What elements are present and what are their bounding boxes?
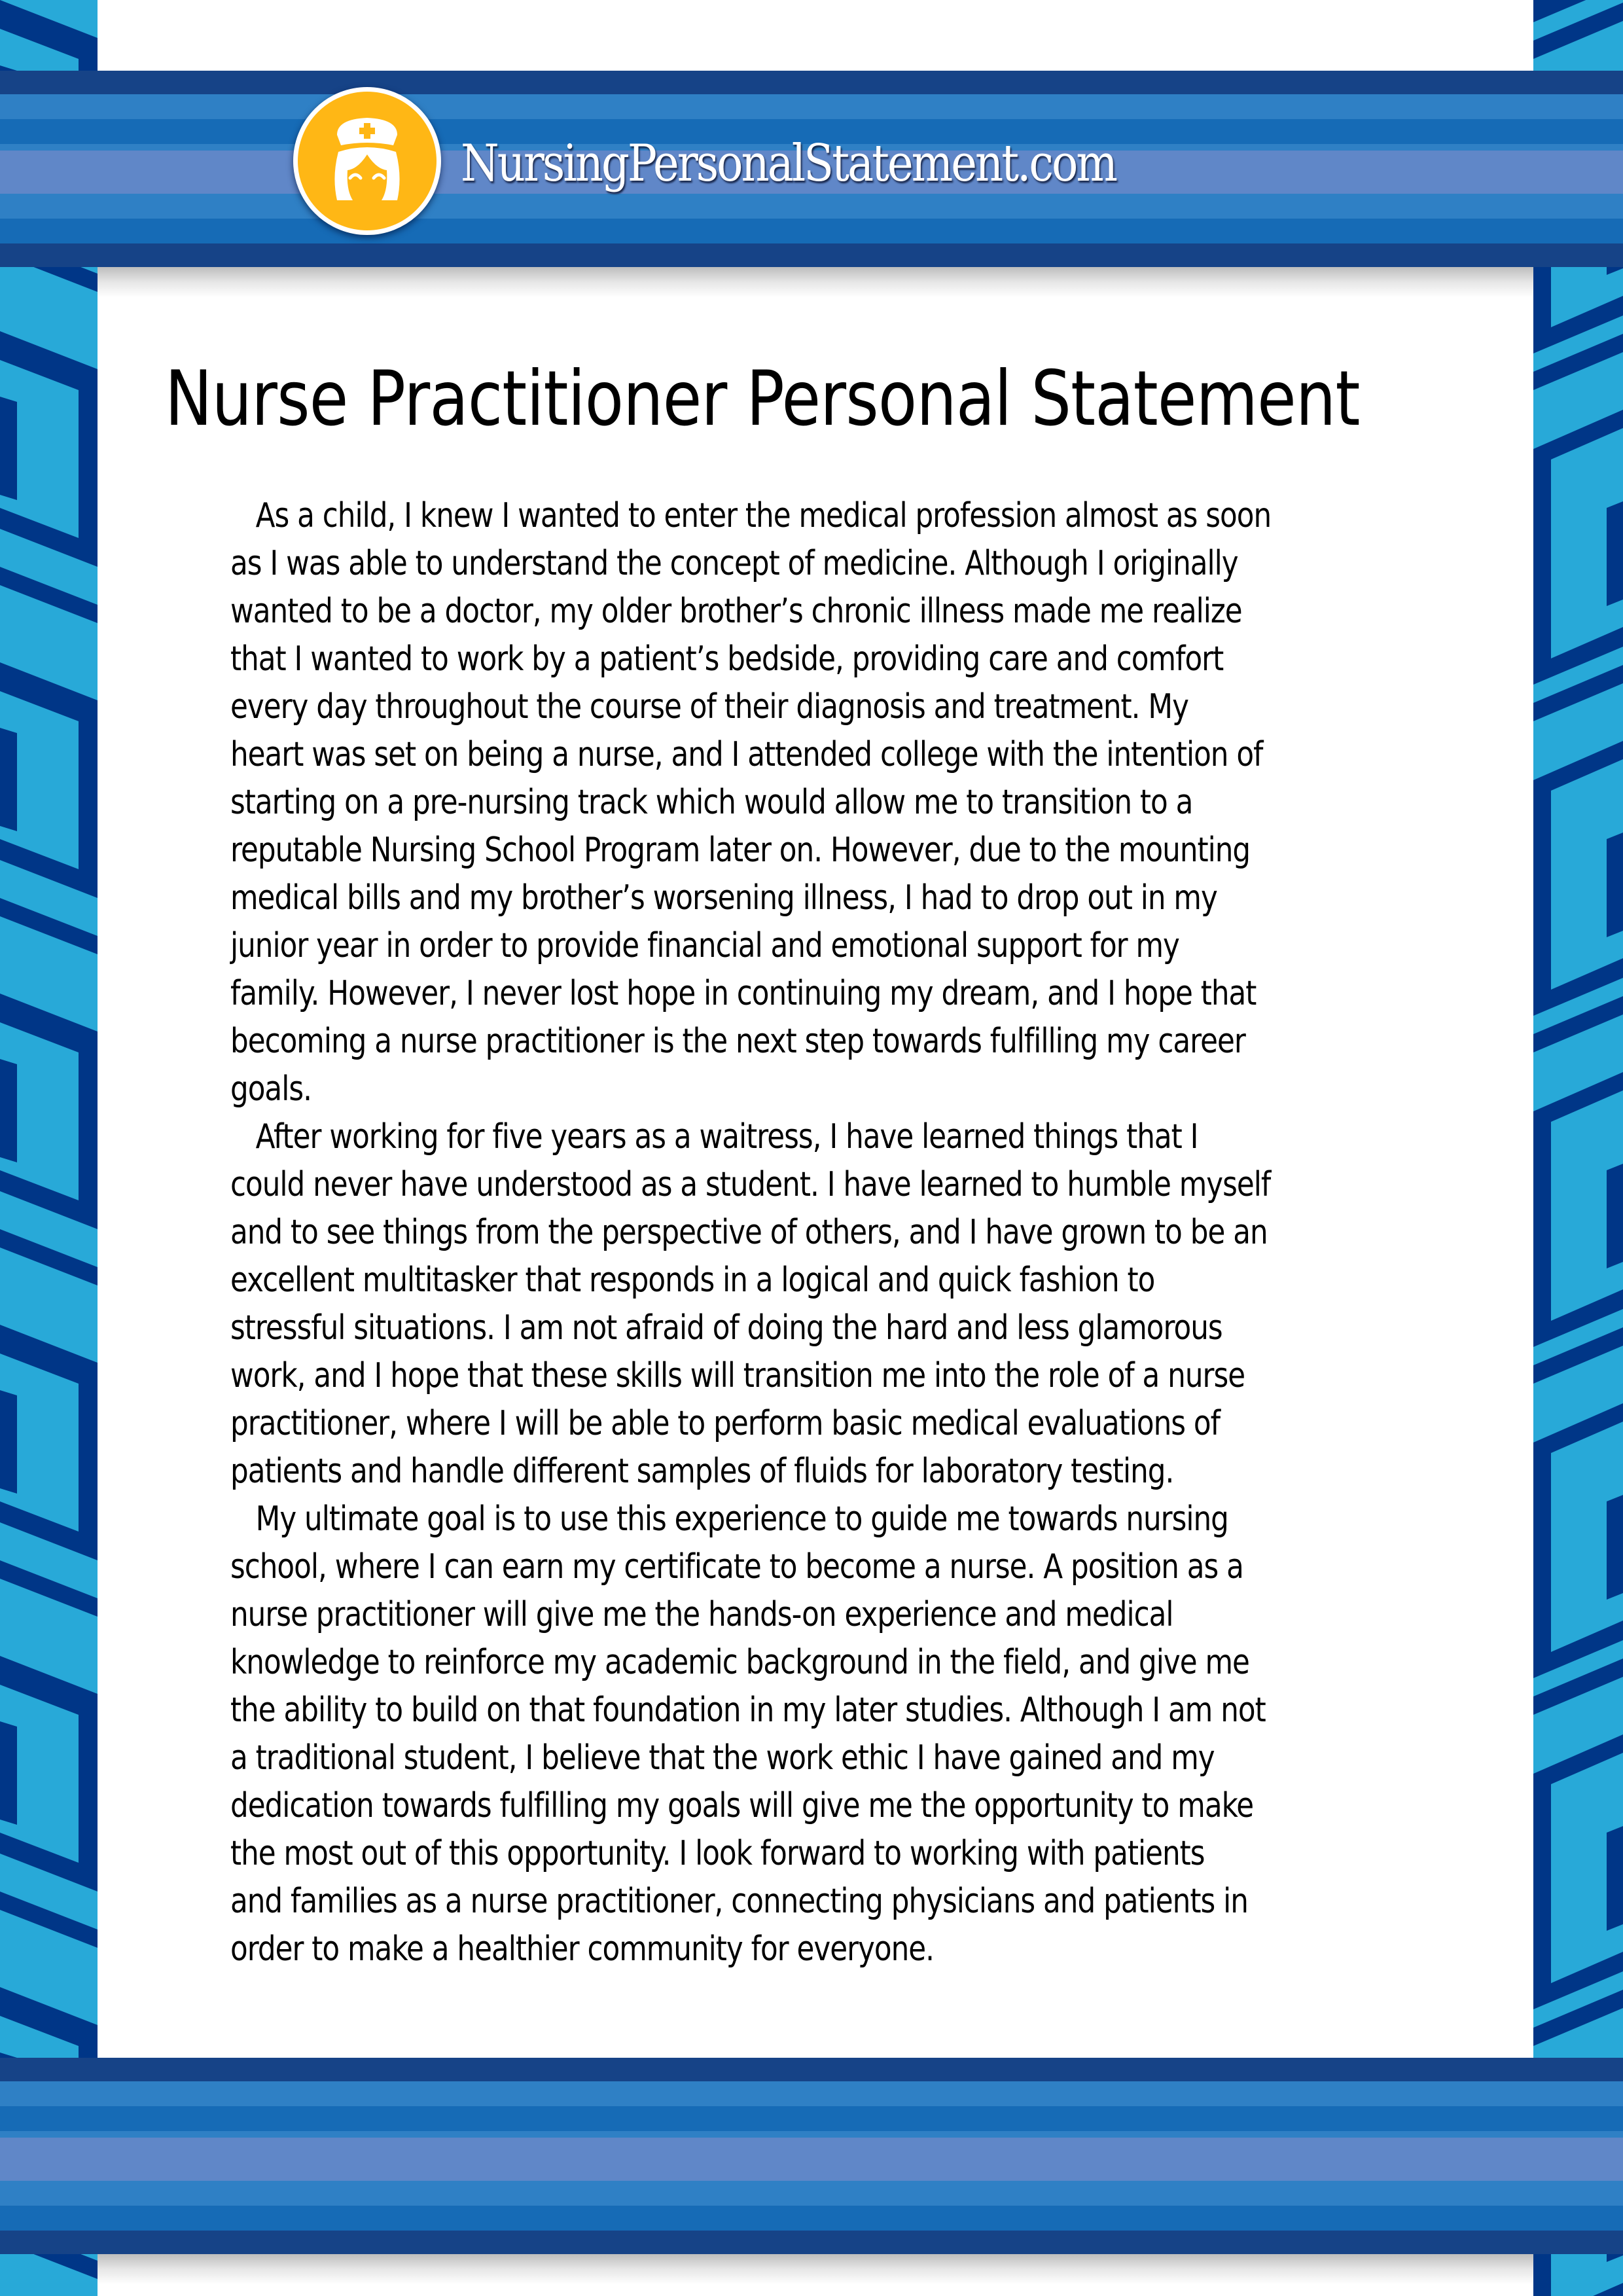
text-line: that I wanted to work by a patient’s bedside, providing care and comfort xyxy=(230,639,1224,679)
text-line: order to make a healthier community for everyone. xyxy=(230,1929,935,1969)
decorative-border-right xyxy=(1533,0,1623,2296)
text-line: stressful situations. I am not afraid of doing the hard and less glamorous xyxy=(230,1308,1222,1348)
text-line: As a child, I knew I wanted to enter the medical profession almost as soon xyxy=(255,496,1272,535)
text-line: the most out of this opportunity. I look forward to working with patients xyxy=(230,1834,1205,1873)
text-line: excellent multitasker that responds in a logical and quick fashion to xyxy=(230,1261,1155,1300)
statement-body xyxy=(230,492,1461,1973)
nurse-icon xyxy=(298,92,437,230)
text-line: practitioner, where I will be able to perform basic medical evaluations of xyxy=(230,1404,1220,1443)
footer-shadow xyxy=(98,2254,1533,2284)
text-line: work, and I hope that these skills will transition me into the role of a nurse xyxy=(230,1356,1245,1395)
paragraph-2 xyxy=(230,1113,1461,1496)
text-line: medical bills and my brother’s worsening illness, I had to drop out in my xyxy=(230,878,1217,918)
document-title: Nurse Practitioner Personal Statement xyxy=(165,355,1360,443)
text-line: wanted to be a doctor, my older brother’s chronic illness made me realize xyxy=(230,592,1242,631)
header-shadow xyxy=(98,267,1533,297)
text-line: and to see things from the perspective of others, and I have grown to be an xyxy=(230,1213,1268,1252)
decorative-border-left xyxy=(0,0,98,2296)
text-line: dedication towards fulfilling my goals will give me the opportunity to make xyxy=(230,1786,1254,1825)
text-line: as I was able to understand the concept of medicine. Although I originally xyxy=(230,544,1238,583)
text-line: heart was set on being a nurse, and I attended college with the intention of xyxy=(230,735,1263,774)
paragraph-3 xyxy=(230,1496,1461,1973)
text-line: nurse practitioner will give me the hands-on experience and medical xyxy=(230,1595,1173,1634)
text-line: goals. xyxy=(230,1069,312,1109)
text-line: patients and handle different samples of fluids for laboratory testing. xyxy=(230,1452,1174,1491)
footer-banner xyxy=(0,2058,1623,2254)
text-line: After working for five years as a waitress, I have learned things that I xyxy=(255,1117,1198,1157)
text-line: reputable Nursing School Program later on. However, due to the mounting xyxy=(230,831,1251,870)
text-line: every day throughout the course of their diagnosis and treatment. My xyxy=(230,687,1188,726)
text-line: could never have understood as a student. I have learned to humble myself xyxy=(230,1165,1271,1204)
nurse-logo-icon[interactable] xyxy=(293,87,441,235)
text-line: and families as a nurse practitioner, connecting physicians and patients in xyxy=(230,1882,1248,1921)
text-line: starting on a pre-nursing track which would allow me to transition to a xyxy=(230,783,1193,822)
text-line: the ability to build on that foundation in my later studies. Although I am not xyxy=(230,1691,1266,1730)
text-line: becoming a nurse practitioner is the next step towards fulfilling my career xyxy=(230,1022,1245,1061)
text-line: knowledge to reinforce my academic background in the field, and give me xyxy=(230,1643,1249,1682)
paragraph-1 xyxy=(230,492,1461,1113)
site-name-logo[interactable]: NursingPersonalStatement.com xyxy=(461,134,1116,193)
text-line: junior year in order to provide financial and emotional support for my xyxy=(230,926,1179,965)
text-line: a traditional student, I believe that the work ethic I have gained and my xyxy=(230,1738,1215,1778)
text-line: My ultimate goal is to use this experience to guide me towards nursing xyxy=(255,1499,1228,1539)
text-line: school, where I can earn my certificate to become a nurse. A position as a xyxy=(230,1547,1243,1587)
text-line: family. However, I never lost hope in continuing my dream, and I hope that xyxy=(230,974,1257,1013)
